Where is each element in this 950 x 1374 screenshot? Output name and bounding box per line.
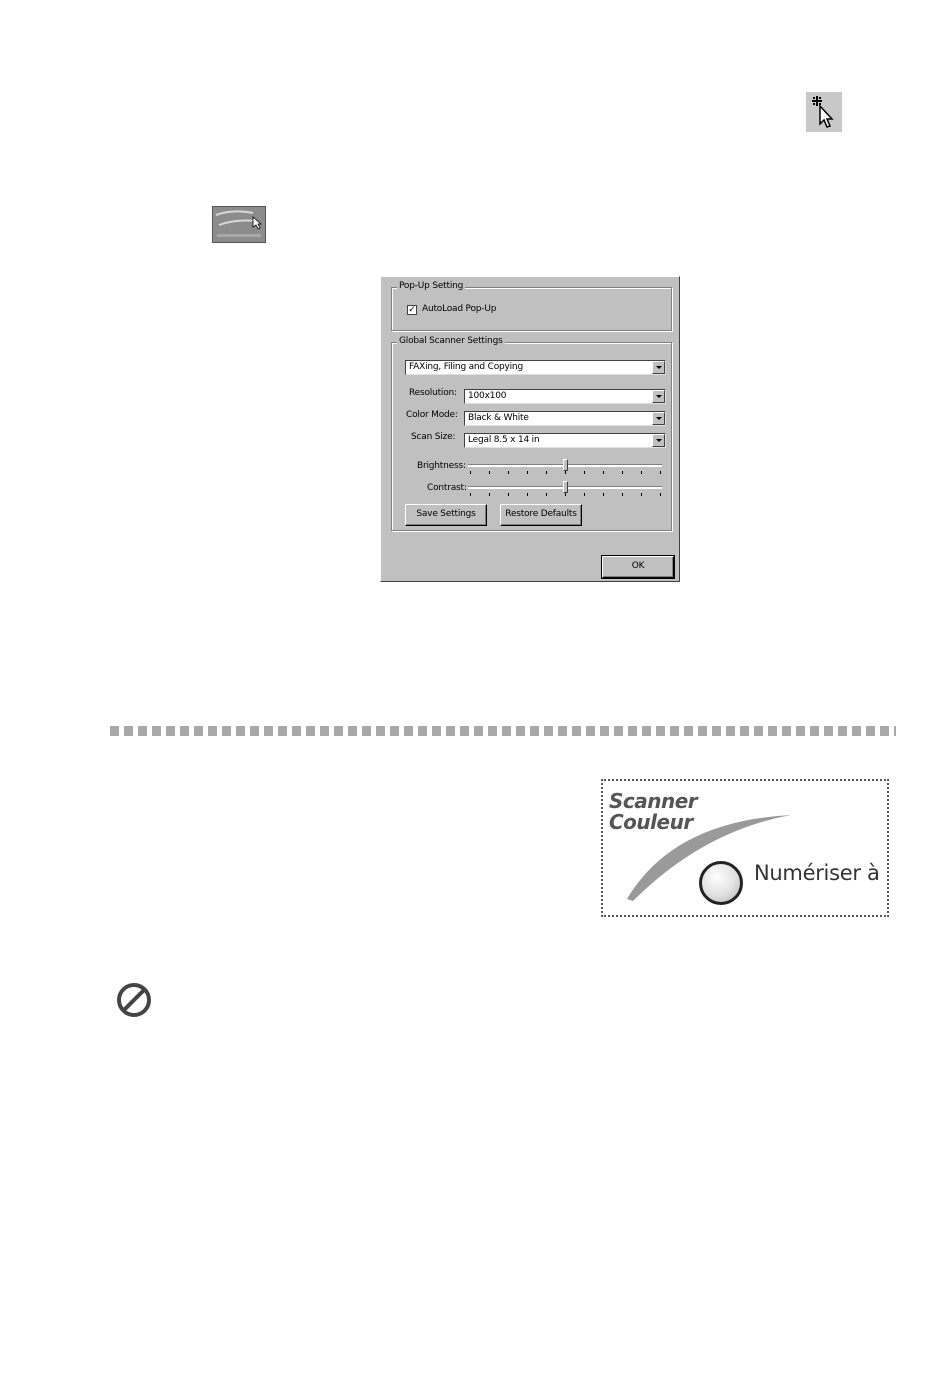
chevron-down-icon[interactable] xyxy=(652,434,665,447)
contrast-slider[interactable] xyxy=(468,481,662,499)
slider-tick xyxy=(603,493,604,496)
scan-to-label: Numériser à xyxy=(754,861,880,885)
brand-line-couleur: Couleur xyxy=(609,810,693,834)
slider-thumb[interactable] xyxy=(563,481,568,493)
slider-tick xyxy=(489,471,490,474)
popup-setting-legend: Pop-Up Setting xyxy=(399,281,464,291)
slider-tick xyxy=(603,471,604,474)
prohibited-icon xyxy=(116,982,152,1018)
slider-tick xyxy=(546,471,547,474)
color-mode-label: Color Mode: xyxy=(406,410,458,420)
cursor-icon xyxy=(806,92,842,132)
scan-profile-value: FAXing, Filing and Copying xyxy=(409,362,523,372)
scan-size-value: Legal 8.5 x 14 in xyxy=(468,435,540,445)
color-mode-select[interactable] xyxy=(464,411,666,426)
slider-tick xyxy=(622,471,623,474)
chevron-down-icon[interactable] xyxy=(652,412,665,425)
slider-tick xyxy=(584,471,585,474)
color-mode-value: Black & White xyxy=(468,413,529,423)
slider-tick xyxy=(622,493,623,496)
autoload-label: AutoLoad Pop-Up xyxy=(422,304,497,314)
chevron-down-icon[interactable] xyxy=(652,361,665,374)
global-scanner-settings-group xyxy=(391,336,672,531)
popup-setting-group xyxy=(391,281,672,331)
slider-tick xyxy=(470,471,471,474)
slider-tick xyxy=(584,493,585,496)
chevron-down-icon[interactable] xyxy=(652,390,665,403)
scan-profile-select[interactable] xyxy=(405,360,666,375)
slider-tick xyxy=(641,493,642,496)
slider-thumb[interactable] xyxy=(563,459,568,471)
slider-tick xyxy=(546,493,547,496)
slider-tick xyxy=(508,471,509,474)
global-scanner-settings-legend: Global Scanner Settings xyxy=(399,336,503,346)
scanner-settings-dialog xyxy=(380,276,680,582)
slider-tick xyxy=(641,471,642,474)
scanner-couleur-panel xyxy=(601,779,889,917)
check-mark-icon: ✓ xyxy=(408,305,416,315)
restore-defaults-button[interactable]: Restore Defaults xyxy=(500,504,582,526)
brightness-slider[interactable] xyxy=(468,459,662,477)
scan-size-label: Scan Size: xyxy=(411,432,456,442)
resolution-label: Resolution: xyxy=(409,388,457,398)
section-divider xyxy=(110,726,896,736)
brightness-label: Brightness: xyxy=(417,461,466,471)
contrast-label: Contrast: xyxy=(427,483,467,493)
smart-click-logo[interactable] xyxy=(212,206,266,243)
save-settings-button[interactable]: Save Settings xyxy=(405,504,487,526)
resolution-value: 100x100 xyxy=(468,391,507,401)
brand-line-scanner: Scanner xyxy=(609,789,698,813)
scan-to-button[interactable] xyxy=(699,861,743,905)
resolution-select[interactable] xyxy=(464,389,666,404)
slider-tick xyxy=(660,471,661,474)
slider-tick xyxy=(527,471,528,474)
autoload-checkbox[interactable] xyxy=(407,305,417,315)
slider-tick xyxy=(565,471,566,474)
scan-size-select[interactable] xyxy=(464,433,666,448)
slider-tick xyxy=(508,493,509,496)
slider-tick xyxy=(527,493,528,496)
slider-tick xyxy=(660,493,661,496)
slider-tick xyxy=(565,493,566,496)
slider-tick xyxy=(470,493,471,496)
slider-tick xyxy=(489,493,490,496)
ok-button[interactable]: OK xyxy=(602,556,674,578)
